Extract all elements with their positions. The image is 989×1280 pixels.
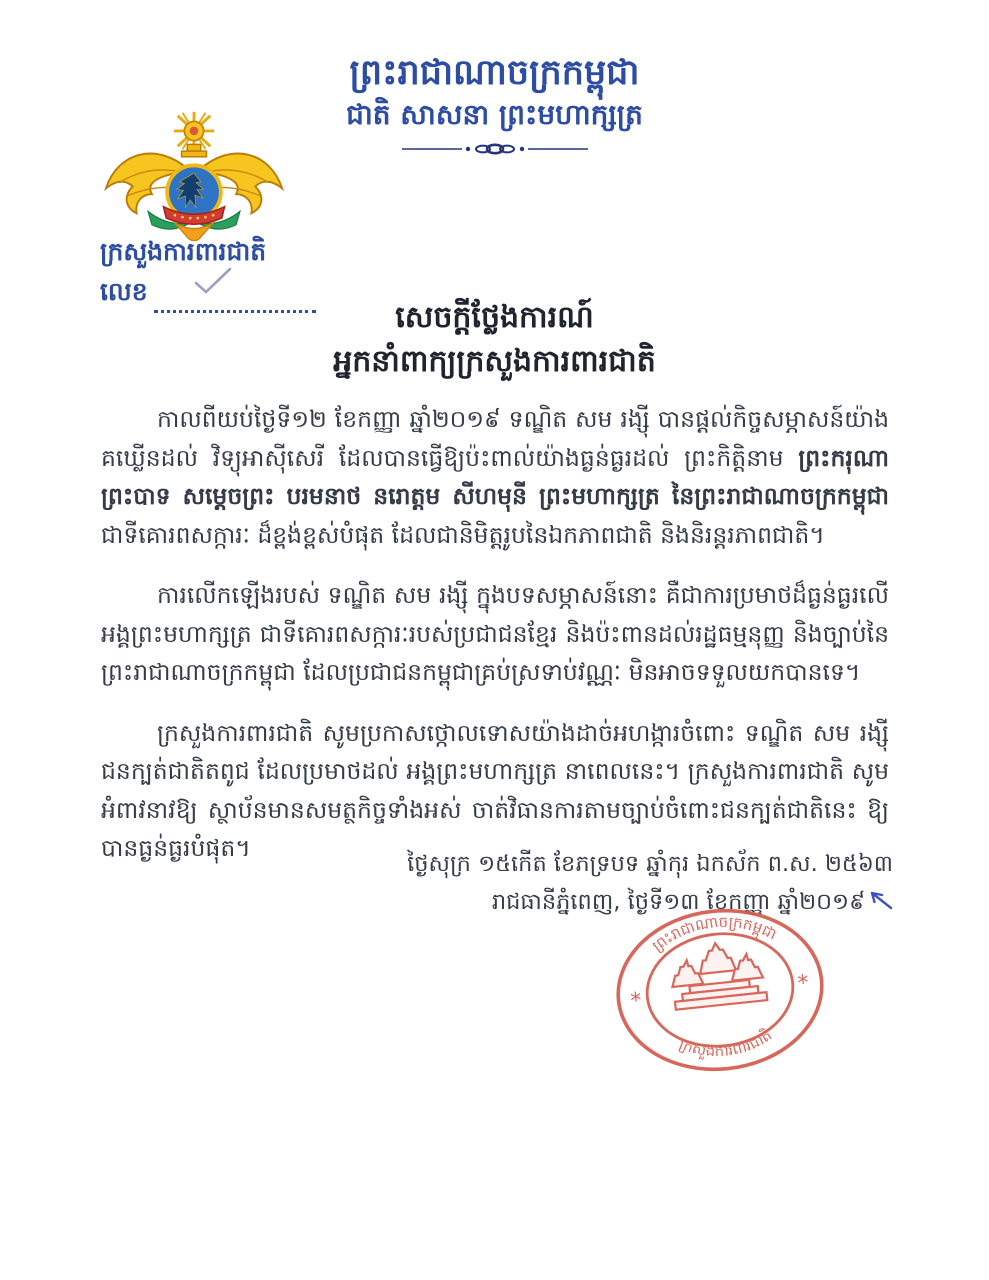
- statement-title: [0, 296, 989, 383]
- angkor-towers: [668, 938, 767, 1009]
- ministry-of-defense-emblem: [96, 108, 292, 242]
- divider-ornament-icon: [400, 140, 590, 158]
- paragraph-2: ការលើកឡើងរបស់ ទណ្ឌិត សម រង្ស៊ី ក្នុងបទសម្ភាសន៍នោះ គឺជាការប្រមាថដ៏ធ្ងន់ធ្ងរលើ អង្គព្រះមហាក្សត្រ ជាទីគោរពសក្ការៈរបស់ប្រជាជនខ្មែរ និងប៉ះពានដល់រដ្ឋធម្មនុញ្ញ និងច្បាប់នៃព្រះរាជាណាចក្រកម្ពុជា ដែលប្រជាជនកម្ពុជាគ្រប់ស្រទាប់វណ្ណៈ មិនអាចទទួលយកបានទេ។: [101, 581, 889, 686]
- stamp-top-text: ព្រះរាជាណាចក្រកម្ពុជា: [648, 912, 780, 956]
- p1-text-start: កាលពីយប់ថ្ងៃទី១២ ខែកញ្ញា ឆ្នាំ២០១៩ ទណ្ឌិត សម រង្ស៊ី បានផ្តល់កិច្ចសម្ភាសន៍យ៉ាងគឃ្លើនដល់ វិទ្យុអាស៊ីសេរី ដែលបានធ្វើឱ្យប៉ះពាល់យ៉ាងធ្ងន់ធ្ងរដល់ ព្រះកិត្តិនាម: [101, 405, 889, 472]
- official-red-stamp: [604, 894, 837, 1086]
- lunar-date-line: ថ្ងៃសុក្រ ១៥កើត ខែភទ្របទ ឆ្នាំកុរ ឯកស័ក ព.ស. ២៥៦៣: [407, 851, 893, 877]
- p1-text-end: ជាទីគោរពសក្ការៈ ដ៏ខ្ពង់ខ្ពស់បំផុត ដែលជានិមិត្តរូបនៃឯកភាពជាតិ និងនិរន្តរភាពជាតិ។: [101, 520, 825, 549]
- title-line-1: សេចក្តីថ្លែងការណ៍: [395, 300, 594, 335]
- paragraph-3: ក្រសួងការពារជាតិ សូមប្រកាសថ្កោលទោសយ៉ាងដាច់អហង្ការចំពោះ ទណ្ឌិត សម រង្ស៊ី ជនក្បត់ជាតិតពូជ ដែលប្រមាថដល់ អង្គព្រះមហាក្សត្រ នាពេលនេះ។ ក្រសួងការពារជាតិ សូមអំពាវនាវឱ្យ ស្ថាប័នមានសមត្ថកិច្ចទាំងអស់ ចាត់វិធានការតាមច្បាប់ចំពោះជនក្បត់ជាតិនេះ ឱ្យបានធ្ងន់ធ្ងរបំផុត។: [101, 718, 889, 862]
- kingdom-title: ព្រះរាជាណាចក្រកម្ពុជា: [349, 53, 640, 93]
- national-motto: ជាតិ សាសនា ព្រះមហាក្សត្រ: [346, 98, 643, 132]
- stamp-right-asterisk: *: [796, 970, 811, 997]
- number-label: លេខ: [100, 276, 148, 306]
- ministry-name: ក្រសួងការពារជាតិ: [100, 237, 267, 266]
- pen-initial-mark-icon: [867, 885, 893, 923]
- stamp-left-asterisk: *: [629, 988, 644, 1015]
- title-line-2: អ្នកនាំពាក្យក្រសួងការពារជាតិ: [333, 343, 656, 379]
- defense-emblem-icon: [96, 108, 292, 242]
- p1-royal-name-bold: ព្រះករុណា ព្រះបាទ សម្តេចព្រះ បរមនាថ នរោត្តម សីហមុនី ព្រះមហាក្សត្រ នៃព្រះរាជាណាចក្រកម្ពុជា: [101, 443, 889, 510]
- statement-body: [101, 400, 889, 890]
- paragraph-1: [101, 400, 889, 554]
- stamp-bottom-text: ក្រសួងការពារជាតិ: [676, 1025, 776, 1061]
- stamp-seal-icon: [604, 894, 837, 1086]
- gregorian-date-text: រាជធានីភ្នំពេញ, ថ្ងៃទី១៣ ខែកញ្ញា ឆ្នាំ២០១៩: [491, 889, 865, 915]
